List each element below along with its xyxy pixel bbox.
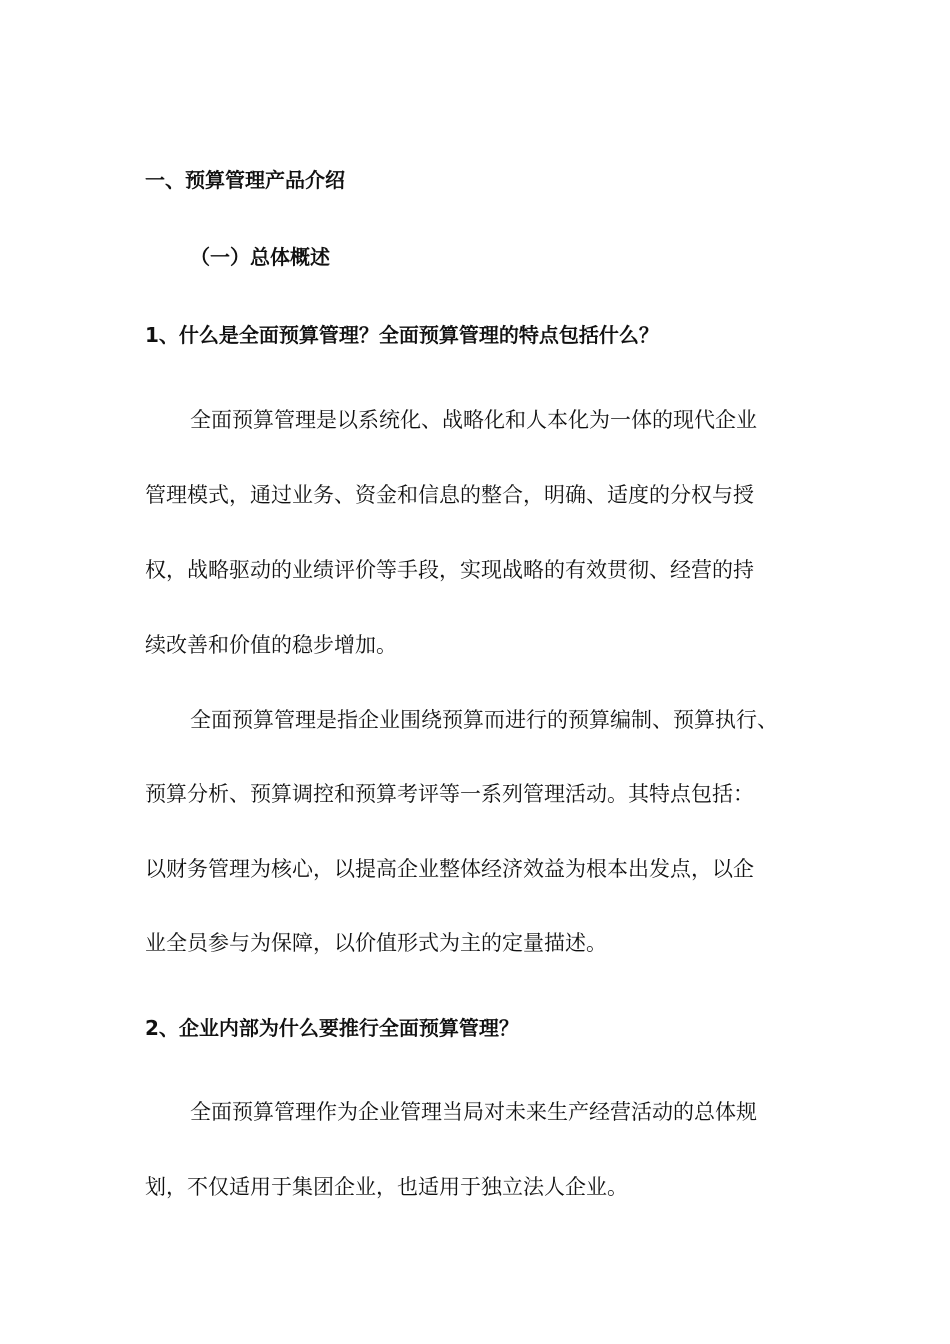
paragraph-line: 权，战略驱动的业绩评价等手段，实现战略的有效贯彻、经营的持 <box>145 558 754 582</box>
question-heading-2: 2、企业内部为什么要推行全面预算管理？ <box>145 1016 519 1040</box>
paragraph-line: 全面预算管理作为企业管理当局对未来生产经营活动的总体规 <box>190 1100 757 1124</box>
subsection-heading: （一）总体概述 <box>190 245 330 269</box>
paragraph-line: 续改善和价值的稳步增加。 <box>145 633 397 657</box>
paragraph-line: 业全员参与为保障，以价值形式为主的定量描述。 <box>145 931 607 955</box>
section-heading: 一、预算管理产品介绍 <box>145 168 345 192</box>
paragraph-line: 全面预算管理是以系统化、战略化和人本化为一体的现代企业 <box>190 408 757 432</box>
question-heading-1: 1、什么是全面预算管理？全面预算管理的特点包括什么？ <box>145 323 659 347</box>
paragraph-line: 划，不仅适用于集团企业，也适用于独立法人企业。 <box>145 1175 628 1199</box>
paragraph-line: 全面预算管理是指企业围绕预算而进行的预算编制、预算执行、 <box>190 708 778 732</box>
paragraph-line: 以财务管理为核心，以提高企业整体经济效益为根本出发点，以企 <box>145 857 754 881</box>
paragraph-line: 预算分析、预算调控和预算考评等一系列管理活动。其特点包括： <box>145 782 754 806</box>
paragraph-line: 管理模式，通过业务、资金和信息的整合，明确、适度的分权与授 <box>145 483 754 507</box>
